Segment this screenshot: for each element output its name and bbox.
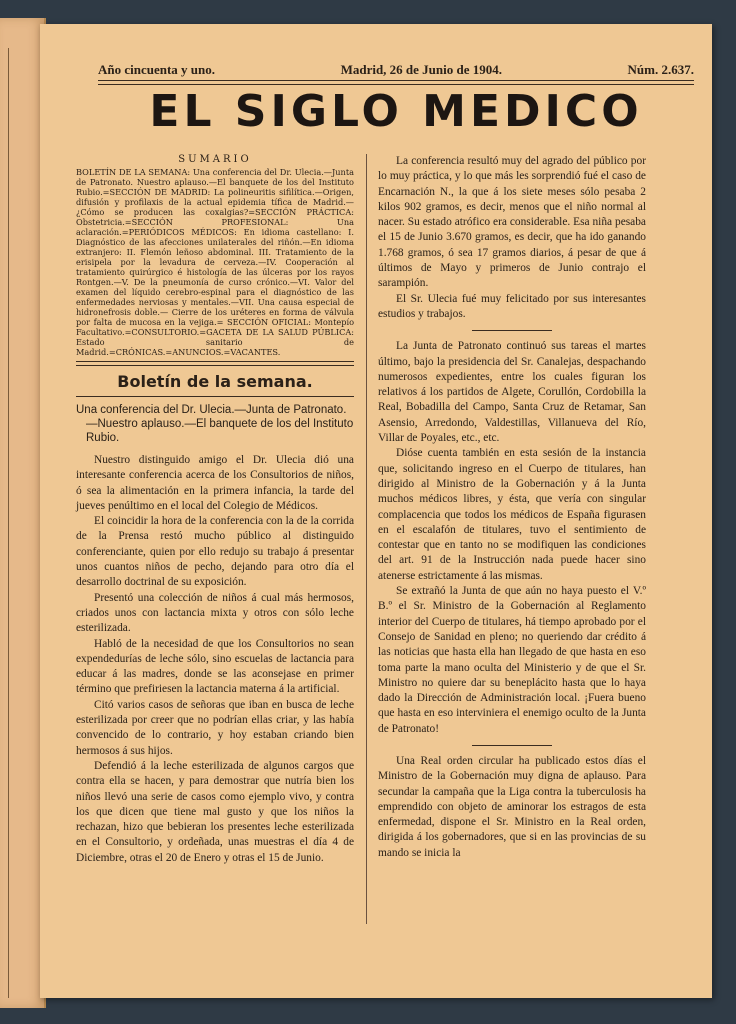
boletin-lead: Una conferencia del Dr. Ulecia.—Junta de Patronato. —Nuestro aplauso.—El banquete de los del Instituto Rubio. <box>76 404 354 444</box>
masthead-title: EL SIGLO MEDICO <box>149 86 643 137</box>
header-line <box>98 62 694 78</box>
paragraph: La conferencia resultó muy del agrado del público por lo muy práctica, y lo que más les sorprendió fué el caso de Encarnación N., la que á los siete meses sólo pesaba 2 kilos 902 gramos, es decir, menos que el niño normal al nacer. Su estado atrófico era considerable. Esa niña pesaba el 15 de Junio 3.670 gramos, es decir, que ha ido ganando 1.768 gramos, ó sea 17 gramos diarios, á pesar de que á últimos de Mayo y primeros de Junio contrajo el sarampión. <box>378 155 646 290</box>
paragraph: Habló de la necesidad de que los Consultorios no sean expendedurías de leche sólo, sino escuelas de lactancia para educar á las madres, donde se las aconsejase en primer término que prefiriesen la lactancia materna á la artificial. <box>76 637 354 696</box>
boletin-title: Boletín de la semana. <box>117 372 313 391</box>
dateline: Madrid, 26 de Junio de 1904. <box>340 62 502 77</box>
section-rule <box>472 330 552 331</box>
paragraph: Citó varios casos de señoras que iban en busca de leche esterilizada por creer que no podrían ellas criar, y las había convencido de lo contrario, y hoy estaban criando bien hermosos á sus hijos. <box>76 698 354 757</box>
paragraph: Se extrañó la Junta de que aún no haya puesto el V.º B.º el Sr. Ministro de la Gobernación al Reglamento interior del Cuerpo de titulares, há tiempo aprobado por el Consejo de Sanidad en pleno; no queriendo dar crédito á las noticias que hasta ella han llegado de que hasta en eso toma parte la mano oculta del Ministerio y de que el Sr. Ministro no quiere dar su beneplácito hasta que lo haya dado la Dirección de Administración local. ¡Fuera bueno que hasta en eso interviniera el enemigo oculto de la Junta de Patronato! <box>378 585 646 735</box>
section-rule <box>472 745 552 746</box>
column-separator <box>366 154 367 924</box>
sumario-text: BOLETÍN DE LA SEMANA: Una conferencia del Dr. Ulecia.—Junta de Patronato. Nuestro aplauso.—El banquete de los del Instituto Rubio.=SECCIÓN DE MADRID: La polineuritis sifilítica.—Origen, difusión y profilaxis de la actual epidemia tífica de Madrid.—¿Cómo se producen las coxalgias?=SECCIÓN PRÁCTICA: Obstetricia.=SECCIÓN PROFESIONAL: Una aclaración.=PERIÓDICOS MÉDICOS: En idioma castellano: I. Diagnóstico de las afecciones unilaterales del riñón.—En idioma extranjero: II. Flemón leñoso abdominal. III. Tratamiento de la erisipela por la levadura de cerveza.—IV. Cooperación al tratamiento quirúrgico é histología de las úlceras por los rayos Rontgen.—V. De la pneumonía de curso crónico.—VI. Valor del examen del líquido cerebro-espinal para el diagnóstico de las enfermedades nerviosas y mentales.—VII. Una causa especial de hidronefrosis doble.— Cierre de los uréteres en forma de válvula por falta de mucosa en la vejiga.= SECCIÓN OFICIAL: Montepío Facultativo.=CONSULTORIO.=GACETA DE LA SALUD PÚBLICA: Estado sanitario de Madrid.=CRÓNICAS.=ANUNCIOS.=VACANTES. <box>76 167 354 357</box>
header-rule <box>98 80 694 85</box>
paragraph: El coincidir la hora de la conferencia con la de la corrida de la Prensa restó mucho público al distinguido conferenciante, quien por ello redujo su trabajo á presentar unos cuantos niños de pecho, dejando para otro día el desarrollo doctrinal de su exposición. <box>76 515 354 589</box>
paragraph: Defendió á la leche esterilizada de algunos cargos que contra ella se hacen, y para demostrar que nutría bien los niños llevó una serie de casos como ejemplo vivo, y contra los que dicen que tiene mal gusto y que los niños la rechazan, hizo que bebieran los presentes leche esterilizada en el Consultorio, y ordeñada, unas muestras el día 4 de Diciembre, otras el 20 de Enero y otras el 15 de Junio. <box>76 759 354 864</box>
paragraph: Dióse cuenta también en esta sesión de la instancia que, solicitando ingreso en el Cuerpo de titulares, han dirigido al Ministro de la Gobernación y á la Junta muchos médicos libres, y ésta, que vería con singular complacencia que todos los médicos de España figurasen en el escalafón de titulares, tuvo el sentimiento de contestar que en tanto no se modifiquen las condiciones del art. 91 de la Instrucción nada puede hacer sino atenerse estrictamente á las mismas. <box>378 447 646 582</box>
right-block-3 <box>378 754 646 861</box>
right-column <box>378 154 646 861</box>
paragraph: Presentó una colección de niños á cual más hermosos, criados unos con lactancia mixta y otros con sólo leche esterilizada. <box>76 591 354 635</box>
right-block-1 <box>378 154 646 322</box>
left-column <box>76 154 354 866</box>
paragraph: Una Real orden circular ha publicado estos días el Ministro de la Gobernación muy digna de aplauso. Para secundar la campaña que la Liga contra la tuberculosis ha emprendido con objeto de aminorar los estragos de esta enfermedad, dispone el Sr. Ministro en la Real orden, dirigida á los gobernadores, que si en las provincias de su mando se inicia la <box>378 754 646 859</box>
year-label: Año cincuenta y uno. <box>98 62 216 77</box>
newspaper-page <box>40 24 712 998</box>
right-block-2 <box>378 339 646 737</box>
divider <box>76 396 354 397</box>
left-paragraphs <box>76 453 354 866</box>
sumario-heading: SUMARIO <box>178 154 252 165</box>
divider <box>76 361 354 366</box>
issue-number: Núm. 2.637. <box>627 62 694 77</box>
paragraph: La Junta de Patronato continuó sus tareas el martes último, bajo la presidencia del Sr. Canalejas, despachando numerosos expedientes, entre los cuales figuran los relativos á los partidos de Algete, Corullón, Cordobilla la Real, Bobadilla del Campo, Santa Cruz de Retamar, San Asensio, Arredondo, Valdestillas, Villanueva del Río, Villar de Poyales, etc., etc. <box>378 340 646 445</box>
paragraph: Nuestro distinguido amigo el Dr. Ulecia dió una interesante conferencia acerca de los Consultorios de niños, ó sea la alimentación en la primera infancia, la tarde del jueves penúltimo en el local del Colegio de Médicos. <box>76 454 354 512</box>
paragraph: El Sr. Ulecia fué muy felicitado por sus interesantes estudios y trabajos. <box>378 292 646 320</box>
